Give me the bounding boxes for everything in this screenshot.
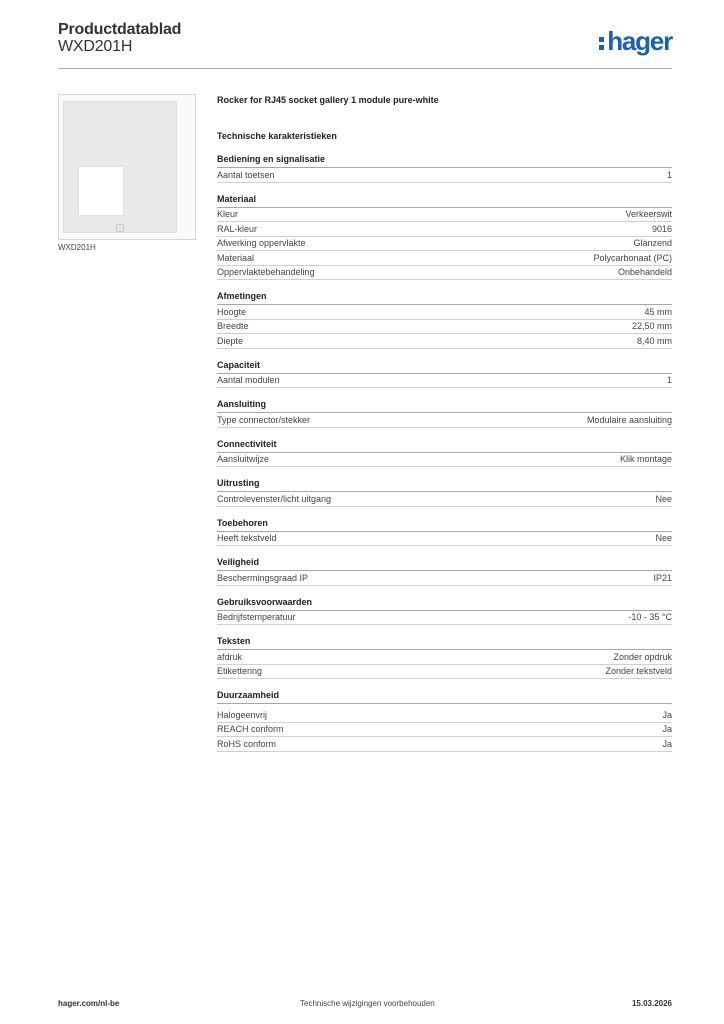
spec-label: REACH conform <box>217 724 284 735</box>
spec-section <box>217 517 672 547</box>
section-title: Uitrusting <box>217 477 672 492</box>
section-title: Teksten <box>217 635 672 650</box>
section-title: Toebehoren <box>217 517 672 532</box>
spec-value: Onbehandeld <box>617 267 672 278</box>
spec-value: 1 <box>666 375 672 386</box>
rj45-opening <box>78 166 124 216</box>
section-title: Connectiviteit <box>217 438 672 453</box>
spec-section <box>217 290 672 349</box>
spec-row <box>217 168 672 183</box>
spec-row <box>217 492 672 507</box>
spec-label: Aantal toetsen <box>217 169 275 180</box>
footer-website-link[interactable]: hager.com/nl-be <box>58 999 120 1008</box>
spec-section <box>217 556 672 586</box>
spec-row <box>217 251 672 266</box>
spec-row <box>217 723 672 738</box>
spec-section <box>217 596 672 626</box>
rocker-plate <box>63 101 177 233</box>
spec-row <box>217 737 672 752</box>
spec-value: Nee <box>655 533 672 544</box>
spec-value: 1 <box>666 169 672 180</box>
plate-marker <box>116 224 124 232</box>
spec-label: Aansluitwijze <box>217 454 270 465</box>
spec-label: Materiaal <box>217 252 255 263</box>
section-title: Veiligheid <box>217 556 672 571</box>
spec-value: -10 - 35 °C <box>628 612 672 623</box>
spec-row <box>217 222 672 237</box>
section-title: Gebruiksvoorwaarden <box>217 596 672 611</box>
spec-section <box>217 153 672 183</box>
spec-row <box>217 237 672 252</box>
spec-label: Breedte <box>217 321 249 332</box>
footer-date: 15.03.2026 <box>631 999 672 1008</box>
spec-section <box>217 359 672 389</box>
spec-value: Glanzend <box>633 238 672 249</box>
section-title: Duurzaamheid <box>217 689 672 704</box>
spec-label: Etikettering <box>217 666 263 677</box>
spec-label: Diepte <box>217 335 244 346</box>
spec-row <box>217 334 672 349</box>
spec-row <box>217 611 672 626</box>
product-code: WXD201H <box>58 38 133 55</box>
spec-value: Ja <box>662 724 672 735</box>
spec-label: Heeft tekstveld <box>217 533 277 544</box>
spec-label: RoHS conform <box>217 738 277 749</box>
footer-notice: Technische wijzigingen voorbehouden <box>300 999 435 1008</box>
spec-value: 9016 <box>651 223 672 234</box>
spec-sections <box>217 153 672 752</box>
section-title: Materiaal <box>217 193 672 208</box>
spec-label: Beschermingsgraad IP <box>217 572 309 583</box>
spec-row <box>217 208 672 223</box>
product-image <box>58 94 196 240</box>
spec-label: Kleur <box>217 209 239 220</box>
header-divider <box>58 68 672 69</box>
spec-label: Halogeenvrij <box>217 709 268 720</box>
spec-section <box>217 689 672 752</box>
spec-value: 8,40 mm <box>636 335 672 346</box>
page-title: Productdatablad <box>58 21 182 38</box>
spec-section <box>217 193 672 281</box>
spec-value: Klik montage <box>619 454 672 465</box>
spec-value: Ja <box>662 738 672 749</box>
spec-value: Polycarbonaat (PC) <box>593 252 672 263</box>
product-image-caption: WXD201H <box>58 243 96 252</box>
spec-row <box>217 571 672 586</box>
spec-section <box>217 477 672 507</box>
spec-value: Verkeerswit <box>625 209 672 220</box>
spec-label: afdruk <box>217 651 243 662</box>
spec-value: IP21 <box>653 572 672 583</box>
spec-label: RAL-kleur <box>217 223 258 234</box>
spec-label: Oppervlaktebehandeling <box>217 267 315 278</box>
spec-label: Bedrijfstemperatuur <box>217 612 296 623</box>
spec-row <box>217 266 672 281</box>
section-title: Capaciteit <box>217 359 672 374</box>
spec-heading: Technische karakteristieken <box>217 131 337 141</box>
spec-row <box>217 453 672 468</box>
spec-label: Controlevenster/licht uitgang <box>217 493 332 504</box>
spec-label: Hoogte <box>217 306 247 317</box>
spec-value: Zonder opdruk <box>613 651 672 662</box>
spec-section <box>217 398 672 428</box>
spec-value: Modulaire aansluiting <box>586 414 672 425</box>
spec-label: Afwerking oppervlakte <box>217 238 306 249</box>
spec-label: Type connector/stekker <box>217 414 311 425</box>
spec-row <box>217 708 672 723</box>
spec-value: 45 mm <box>644 306 672 317</box>
spec-value: 22,50 mm <box>631 321 672 332</box>
spec-section <box>217 438 672 468</box>
spec-row <box>217 413 672 428</box>
spec-value: Zonder tekstveld <box>605 666 672 677</box>
spec-row <box>217 374 672 389</box>
spec-value: Nee <box>655 493 672 504</box>
product-description: Rocker for RJ45 socket gallery 1 module pure-white <box>217 95 439 105</box>
spec-section <box>217 635 672 679</box>
section-title: Aansluiting <box>217 398 672 413</box>
spec-row <box>217 650 672 665</box>
hager-logo[interactable] <box>598 26 672 56</box>
spec-row <box>217 665 672 680</box>
spec-value: Ja <box>662 709 672 720</box>
spec-row <box>217 320 672 335</box>
logo-text: hager <box>607 26 672 56</box>
spec-label: Aantal modulen <box>217 375 280 386</box>
section-title: Afmetingen <box>217 290 672 305</box>
spec-sheet <box>217 94 672 762</box>
section-title: Bediening en signalisatie <box>217 153 672 168</box>
spec-row <box>217 532 672 547</box>
spec-row <box>217 305 672 320</box>
logo-dots-icon <box>598 32 606 52</box>
